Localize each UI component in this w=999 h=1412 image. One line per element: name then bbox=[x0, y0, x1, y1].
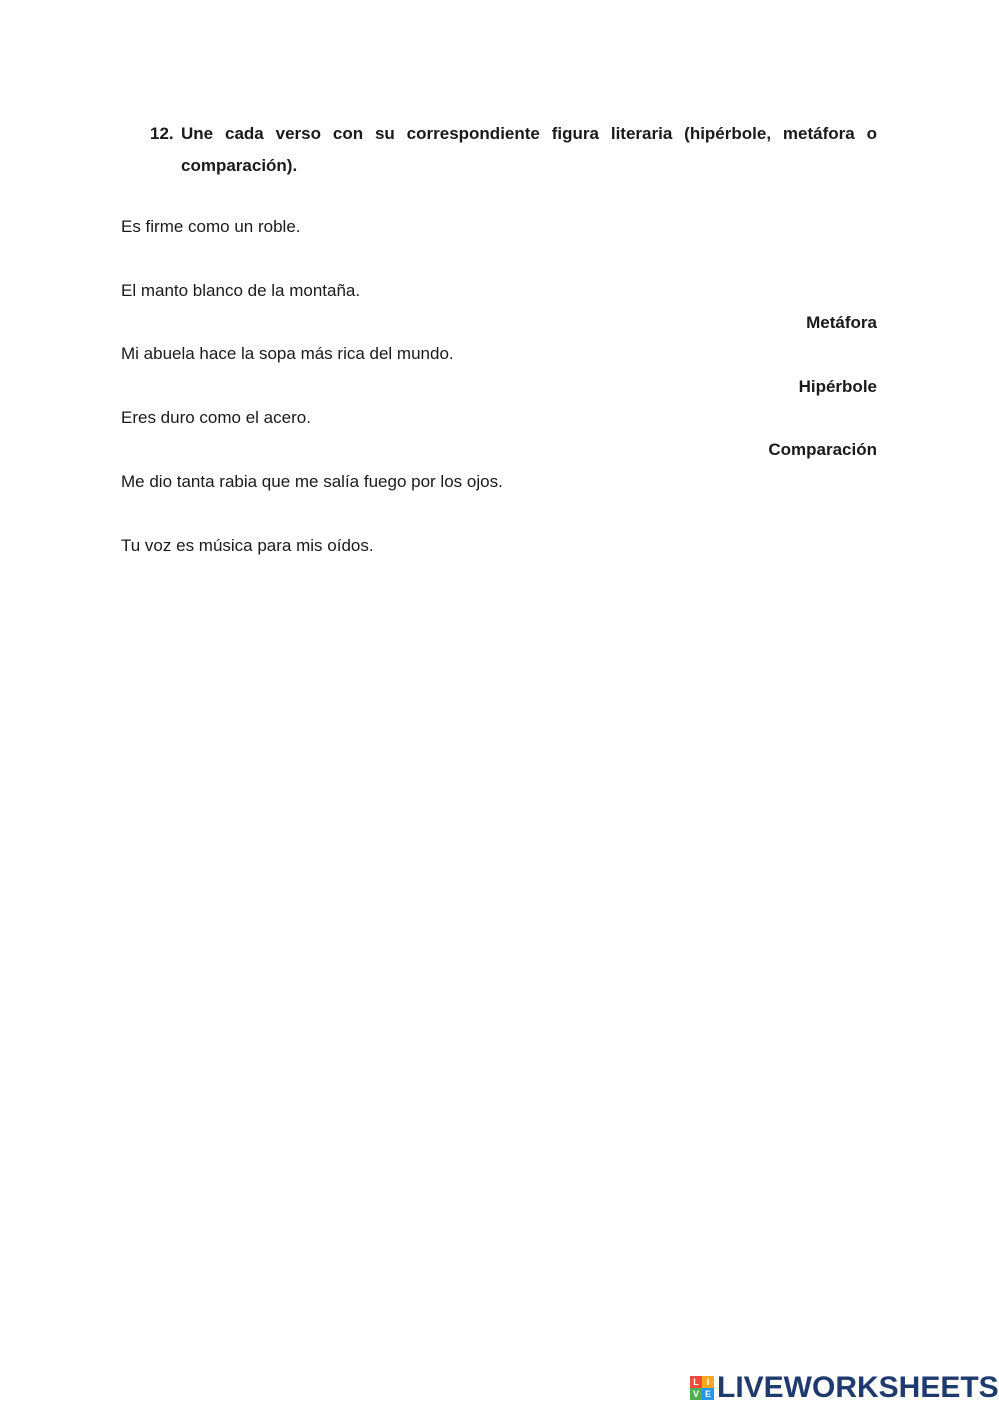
question-text: Une cada verso con su correspondiente figura literaria (hipérbole, metáfora o comparación). bbox=[181, 124, 877, 175]
logo-mark-i: I bbox=[702, 1376, 714, 1388]
option-metafora[interactable]: Metáfora bbox=[806, 313, 877, 332]
question-number: 12. bbox=[150, 124, 174, 143]
verse-2: El manto blanco de la montaña. bbox=[121, 281, 361, 300]
logo-mark-e: E bbox=[702, 1388, 714, 1400]
logo-mark-v: V bbox=[690, 1388, 702, 1400]
option-comparacion[interactable]: Comparación bbox=[768, 440, 877, 459]
logo-text: LIVEWORKSHEETS bbox=[717, 1371, 999, 1404]
question-heading bbox=[150, 118, 877, 182]
verse-3: Mi abuela hace la sopa más rica del mundo. bbox=[121, 344, 454, 363]
verse-5: Me dio tanta rabia que me salía fuego por los ojos. bbox=[121, 472, 503, 491]
logo-mark-l: L bbox=[690, 1376, 702, 1388]
verse-4: Eres duro como el acero. bbox=[121, 408, 311, 427]
option-hiperbole[interactable]: Hipérbole bbox=[798, 377, 877, 396]
liveworksheets-logo bbox=[690, 1372, 999, 1404]
liveworksheets-logo-icon bbox=[690, 1376, 714, 1400]
verse-1: Es firme como un roble. bbox=[121, 217, 301, 236]
verse-6: Tu voz es música para mis oídos. bbox=[121, 536, 374, 555]
